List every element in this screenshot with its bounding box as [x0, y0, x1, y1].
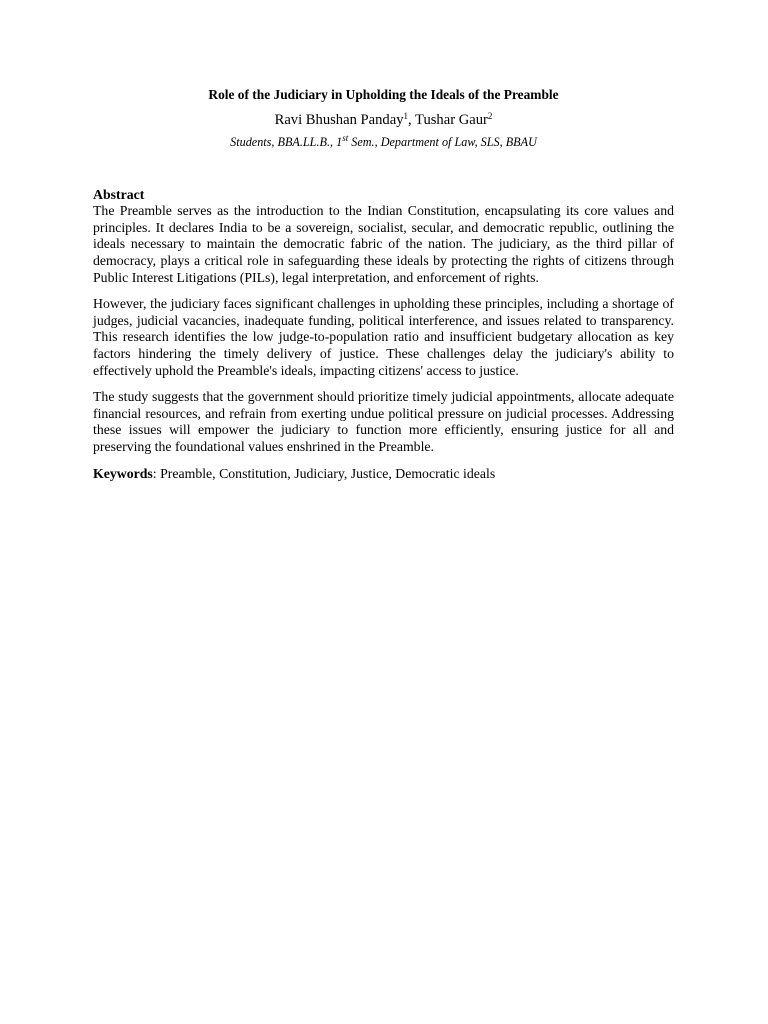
abstract-paragraph: The study suggests that the government should prioritize timely judicial appointments, allocate adequate financial resources, and refrain from exerting undue political pressure on judicial processes. Addressing these issues will empower the judiciary to function more efficiently, ensuring justice for all and preserving the foundational values enshrined in the Preamble.: [93, 389, 674, 455]
keywords-label: Keywords: [93, 466, 153, 482]
author-name: Tushar Gaur: [415, 112, 488, 128]
keywords-line: [93, 465, 674, 482]
paper-page: [93, 86, 674, 482]
affiliation-text-start: Students, BBA.LL.B., 1: [230, 135, 343, 149]
author-line: [93, 110, 674, 130]
author-name: Ravi Bhushan Panday: [274, 112, 404, 128]
affiliation-text-end: Sem., Department of Law, SLS, BBAU: [348, 135, 537, 149]
author-separator: ,: [408, 112, 416, 128]
abstract-paragraph: However, the judiciary faces significant challenges in upholding these principles, including a shortage of judges, judicial vacancies, inadequate funding, political interference, and issues related to transparency. This research identifies the low judge-to-population ratio and insufficient budgetary allocation as key factors hindering the timely delivery of justice. These challenges delay the judiciary's ability to effectively uphold the Preamble's ideals, impacting citizens' access to justice.: [93, 296, 674, 378]
abstract-heading: Abstract: [93, 187, 145, 202]
author-affiliation-mark: 1: [403, 111, 408, 121]
keywords-list: : Preamble, Constitution, Judiciary, Justice, Democratic ideals: [152, 466, 496, 482]
abstract-paragraph: The Preamble serves as the introduction to the Indian Constitution, encapsulating its core values and principles. It declares India to be a sovereign, socialist, secular, and democratic republic, outlining the ideals necessary to maintain the democratic fabric of the nation. The judiciary, as the third pillar of democracy, plays a critical role in safeguarding these ideals by protecting the rights of citizens through Public Interest Litigations (PILs), legal interpretation, and enforcement of rights.: [93, 203, 674, 285]
author-affiliation-mark: 2: [487, 111, 493, 121]
affiliation-line: [93, 134, 674, 150]
affiliation-ordinal-suffix: st: [342, 133, 349, 143]
paper-title: Role of the Judiciary in Upholding the Ideals of the Preamble: [208, 87, 559, 102]
